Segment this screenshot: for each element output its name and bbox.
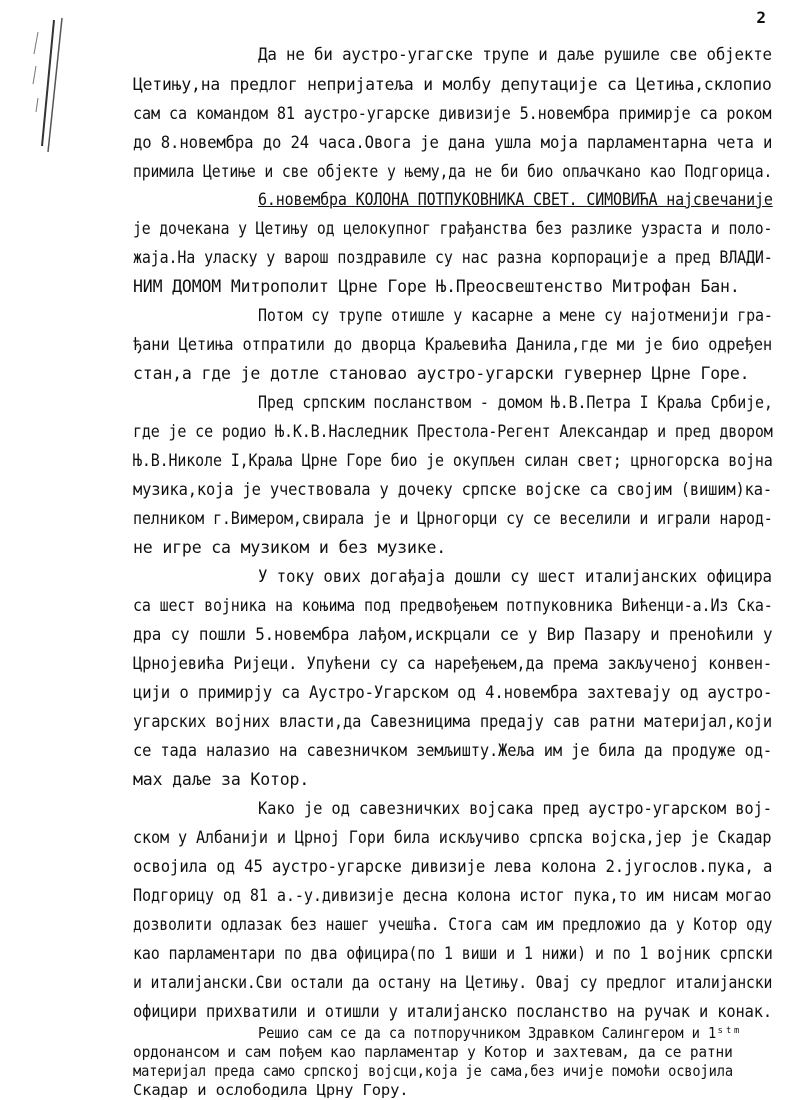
text-line: стан,а где је дотле становао аустро-угарски гувернер Црне Горе. <box>133 364 750 383</box>
text-line: жаја.На уласку у варош поздравиле су нас разна корпорације а пред ВЛАДИ- <box>133 248 773 267</box>
text-line: цији о примирју са Аустро-Угарском од 4.новембра захтевају од аустро- <box>133 683 773 702</box>
text-line: Подгорицу од 81 а.-у.дивизије десна колона истог пука,то им нисам могао <box>133 886 772 905</box>
text-line: не игре са музиком и без музике. <box>133 538 447 557</box>
text-line: НИМ ДОМОМ Митрополит Црне Горе Њ.Преосвештенство Митрофан Бан. <box>133 277 740 296</box>
text-line: је дочекана у Цетињу од целокупног грађанства без разлике узраста и поло- <box>133 219 773 238</box>
text-line: материјал преда само српској војсци,која је сама,без ичије помоћи освојила <box>133 1062 733 1080</box>
text-line: Како је од савезничких војсака пред аустро-угарском вој- <box>258 799 772 818</box>
text-line: до 8.новембра до 24 часа.Овога је дана ушла моја парламентарна чета и <box>133 133 773 152</box>
text-line: са шест војника на коњима под предвођењем потпуковника Вићенци-а.Из Ска- <box>133 596 773 615</box>
page-number: 2 <box>756 8 766 27</box>
text-line: као парламентари по два официра(по 1 виши и 1 нижи) и по 1 војник српски <box>133 944 773 963</box>
text-line: угарских војних власти,да Савезницима предају сав ратни материјал,који <box>133 712 772 731</box>
text-line: музика,која је учествовала у дочеку српске војске са својим (вишим)ка- <box>133 480 772 499</box>
text-line: дра су пошли 5.новембра лађом,искрцали се у Вир Пазару и пренoћили у <box>133 625 773 644</box>
text-line: мах даље за Котор. <box>133 770 310 789</box>
text-line: се тада налазио на савезничком земљишту.Жеља им је била да продуже од- <box>133 741 772 760</box>
text-line: где је се родио Њ.К.В.Наследник Престола-Регент Александар и пред двором <box>133 422 773 441</box>
text-line: ордонансом и сам пођем као парламентар у Котор и захтевам, да се ратни <box>133 1043 733 1061</box>
text-line: Њ.В.Николе I,Краља Црне Горе био је окупљен силан свет; црногорска војна <box>133 451 773 470</box>
text-line: Потом су трупе отишле у касарне а мене су најотменији гра- <box>258 306 773 325</box>
text-line: ђани Цетиња отпратили до дворца Краљевића Данила,где ми је био одређен <box>133 335 772 354</box>
text-line: Пред српским посланством - домом Њ.В.Петра I Краља Србије, <box>258 393 773 412</box>
text-line: освојила од 45 аустро-угарске дивизије лева колона 2.југослов.пука, а <box>133 857 773 876</box>
text-line: пелником г.Вимером,свирала је и Црногорци су се веселили и играли народ- <box>133 509 773 528</box>
text-line: Да не би аустро-угагске трупе и даље рушиле све објекте <box>258 45 772 64</box>
text-line: Црнојевића Ријеци. Упућени су са наређењем,да према закљученој конвен- <box>133 654 772 673</box>
text-line: Скадар и ослободила Црну Гору. <box>133 1081 409 1099</box>
text-line: ском у Албанији и Црној Гори била искључиво српска војска,јер је Скадар <box>133 828 772 847</box>
text-line: и италијански.Сви остали да остану на Цетињу. Овај су предлог италијански <box>133 973 773 992</box>
text-line: Решио сам се да са потпоручником Здравком Салингером и 1ˢᵗᵐ <box>258 1024 741 1042</box>
text-line: Цетињу,на предлог непријатеља и молбу депутације са Цетиња,склопио <box>133 75 772 94</box>
margin-marks <box>26 14 66 164</box>
text-line: У току ових догађаја дошли су шест италијанских официра <box>258 567 772 586</box>
text-line: примила Цетиње и све објекте у њему,да не би био опљачкано као Подгорица. <box>133 162 773 181</box>
text-line: 6.новембра КОЛОНА ПОТПУКОВНИКА СВЕТ. СИМОВИЋА најсвечаније <box>258 190 773 209</box>
text-line: официри прихватили и отишли у италијанско посланство на ручак и конак. <box>133 1002 772 1021</box>
text-line: сам са командом 81 аустро-угарске дивизије 5.новембра примирје са роком <box>133 104 772 123</box>
text-line: дозволити одлазак без нашег учешћа. Стога сам им предложио да у Котор оду <box>133 915 773 934</box>
